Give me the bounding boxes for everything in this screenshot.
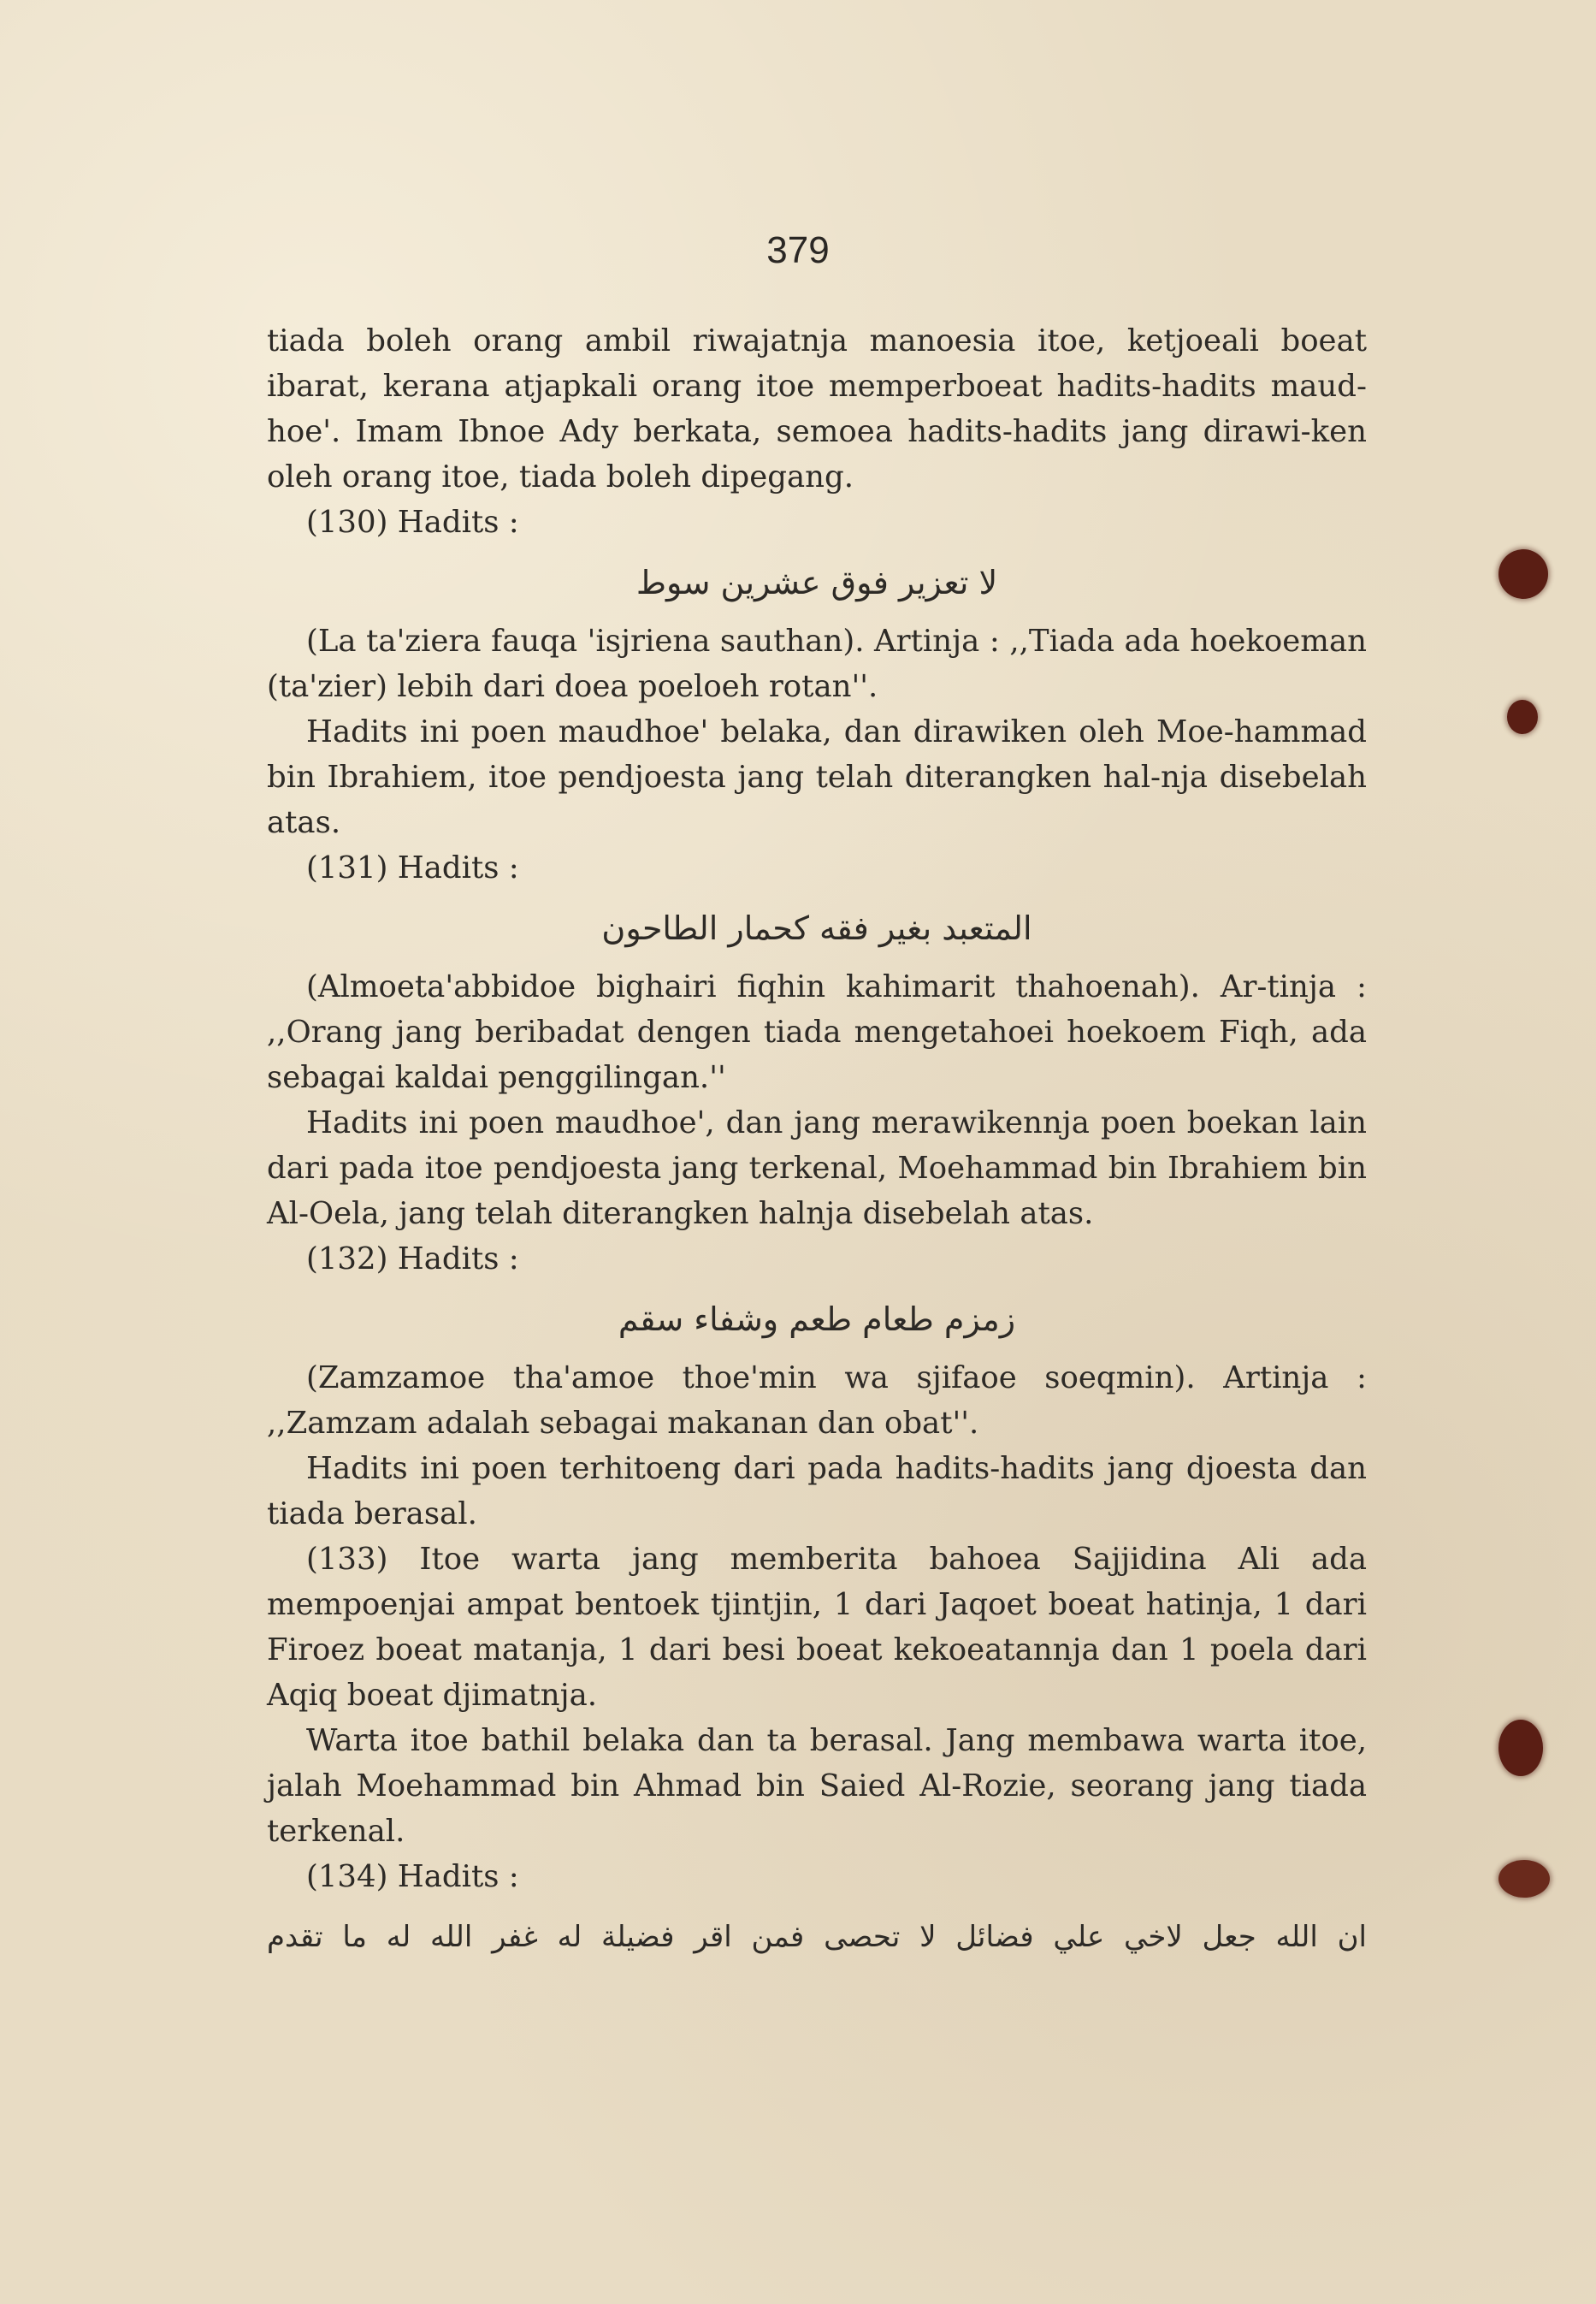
ink-blot-mark [1498, 1720, 1543, 1776]
paragraph-transliteration-130: (La ta'ziera fauqa 'isjriena sauthan). Artinja : ,,Tiada ada hoekoeman (ta'zier) lebih dari doea poeloeh rotan''. [267, 624, 1367, 704]
ink-blot-mark [1498, 1860, 1550, 1898]
paragraph-warta-133: (133) Itoe warta jang memberita bahoea Sajjidina Ali ada mempoenjai ampat bentoek tjintjin, 1 dari Jaqoet boeat hatinja, 1 dari Firoez boeat matanja, 1 dari besi boeat kekoeatannja dan 1 poela dari Aqiq boeat djimatnja. [267, 1542, 1367, 1713]
arabic-text-131: المتعبد بغير فقه كحمار الطاحون [601, 909, 1032, 947]
heading-hadits-134: (134) Hadits : [306, 1859, 519, 1894]
paragraph-intro: tiada boleh orang ambil riwajatnja manoesia itoe, ketjoeali boeat ibarat, kerana atjapkali orang itoe memperboeat hadits-hadits maud-hoe'. Imam Ibnoe Ady berkata, semoea hadits-hadits jang dirawi-ken oleh orang itoe, tiada boleh dipegang. [267, 323, 1367, 495]
arabic-text-130: لا تعزير فوق عشرين سوط [635, 564, 998, 601]
paragraph-transliteration-131: (Almoeta'abbidoe bighairi fiqhin kahimarit thahoenah). Ar-tinja : ,,Orang jang beribadat dengen tiada mengetahoei hoekoem Fiqh, ada sebagai kaldai penggilingan.'' [267, 969, 1367, 1095]
page-body [267, 318, 1367, 1973]
paragraph-transliteration-132: (Zamzamoe tha'amoe thoe'min wa sjifaoe soeqmin). Artinja : ,,Zamzam adalah sebagai makanan dan obat''. [267, 1360, 1367, 1441]
paragraph-commentary-130: Hadits ini poen maudhoe' belaka, dan dirawiken oleh Moe-hammad bin Ibrahiem, itoe pendjoesta jang telah diterangken hal-nja disebelah atas. [267, 714, 1367, 840]
arabic-text-134: ان الله جعل لاخي علي فضائل لا تحصى فمن اقر فضيلة له غفر الله له ما تقدم [267, 1920, 1367, 1954]
arabic-text-132: زمزم طعام طعم وشفاء سقم [618, 1300, 1016, 1338]
heading-hadits-131: (131) Hadits : [306, 850, 519, 885]
paragraph-commentary-133: Warta itoe bathil belaka dan ta berasal. Jang membawa warta itoe, jalah Moehammad bin Ahmad bin Saied Al-Rozie, seorang jang tiada terkenal. [267, 1723, 1367, 1849]
page-number: 379 [766, 229, 830, 271]
paragraph-commentary-131: Hadits ini poen maudhoe', dan jang merawikennja poen boekan lain dari pada itoe pendjoesta jang terkenal, Moehammad bin Ibrahiem bin Al-Oela, jang telah diterangken halnja disebelah atas. [267, 1105, 1367, 1231]
paragraph-commentary-132: Hadits ini poen terhitoeng dari pada hadits-hadits jang djoesta dan tiada berasal. [267, 1451, 1367, 1531]
heading-hadits-130: (130) Hadits : [306, 505, 519, 540]
heading-hadits-132: (132) Hadits : [306, 1241, 519, 1276]
ink-blot-mark [1498, 549, 1548, 599]
ink-blot-mark [1507, 700, 1538, 734]
